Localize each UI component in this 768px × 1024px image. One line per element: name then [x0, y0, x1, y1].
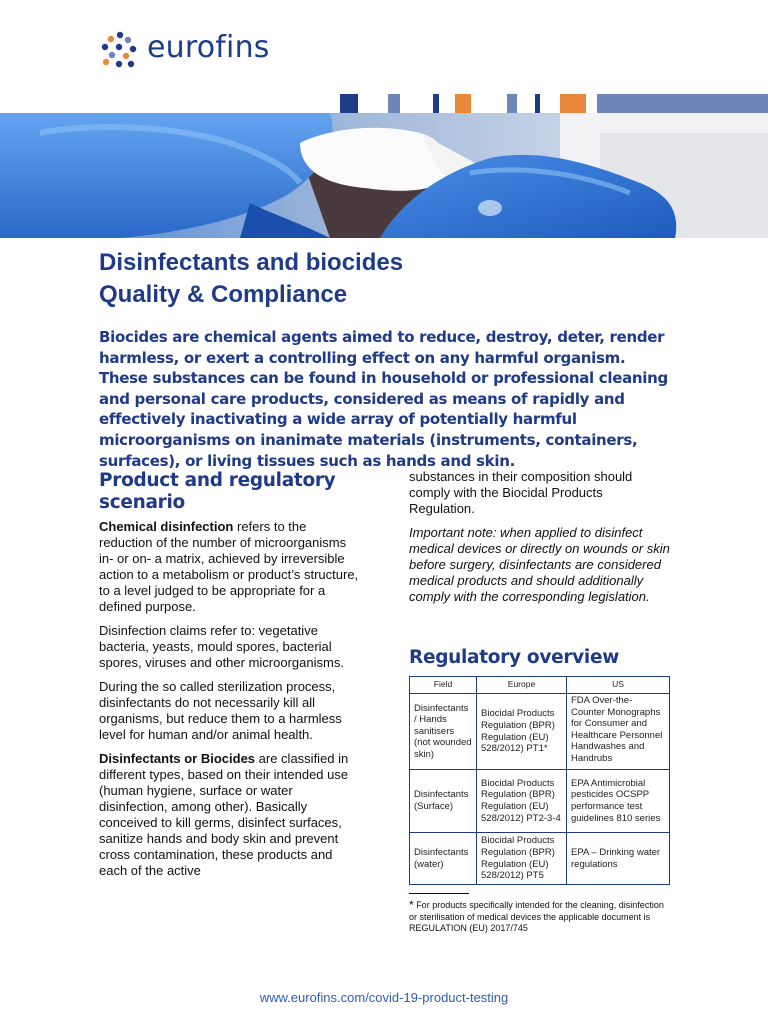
logo-wordmark: eurofins — [147, 30, 270, 65]
regulatory-overview-table — [409, 676, 670, 885]
table-cell: EPA – Drinking water regulations — [567, 833, 670, 885]
page-title — [99, 247, 403, 311]
left-column-text — [99, 519, 361, 887]
paragraph-sterilization: During the so called sterilization process, disinfectants do not necessarily kill all organisms, but reduce them to a harmless level for human and/or animal health. — [99, 679, 342, 742]
table-cell: EPA Antimicrobial pesticides OCSPP performance test guidelines 810 series — [567, 770, 670, 833]
intro-paragraph: Biocides are chemical agents aimed to reduce, destroy, deter, render harmless, or exert a controlling effect on any harmful organism. These substances can be found in household or professional cleaning and personal care products, considered as means of rapidly and effectively inactivating a wide array of potentially harmful microorganisms on inanimate materials (instruments, containers, surfaces), or living tissues such as hands and skin. — [99, 328, 668, 470]
paragraph-text: are classified in different types, based on their intended use (human hygiene, surface or water disinfection, among other). Basically conceived to kill germs, disinfect surfaces, sanitize hands and body skin and prevent cross contamination, these products and each of the active — [99, 751, 349, 878]
table-header-cell: Europe — [477, 677, 567, 694]
table-cell: Biocidal Products Regulation (BPR) Regulation (EU) 528/2012) PT1* — [477, 694, 567, 770]
term-disinfectants-biocides: Disinfectants or Biocides — [99, 751, 256, 766]
paragraph-disinfection-claims: Disinfection claims refer to: vegetative bacteria, yeasts, mould spores, bacterial spores, viruses and other microorganisms. — [99, 623, 344, 670]
footnote-divider — [409, 893, 469, 894]
table-header-cell: US — [567, 677, 670, 694]
table-header-row — [410, 677, 670, 694]
paragraph-text: refers to the reduction of the number of microorganisms in- or on- a matrix, achieved by irreversible action to a metabolism or product’s structure, to a level judged to be appropriate for a defined purpose. — [99, 519, 359, 614]
title-line-1: Disinfectants and biocides — [99, 249, 404, 276]
section-heading-line-1: Product and regulatory — [99, 470, 336, 491]
important-note — [409, 525, 671, 605]
decorative-color-bars — [0, 94, 768, 114]
footnote-marker: * — [409, 898, 414, 912]
paragraph-disinfectants-biocides — [99, 751, 361, 879]
table-cell: Biocidal Products Regulation (BPR) Regulation (EU) 528/2012) PT2-3-4 — [477, 770, 567, 833]
table-cell: Disinfectants / Hands sanitisers (not wounded skin) — [410, 694, 477, 770]
table-row — [410, 694, 670, 770]
footnote — [409, 900, 669, 935]
important-note-text: Important note: when applied to disinfect medical devices or directly on wounds or skin before surgery, disinfectants are considered medical products and should additionally comply with the corresponding legislation. — [409, 525, 670, 604]
eurofins-logo — [100, 30, 270, 70]
footer-url-link[interactable]: www.eurofins.com/covid-19-product-testing — [259, 990, 509, 1005]
table-header-cell: Field — [410, 677, 477, 694]
table-cell: Disinfectants (water) — [410, 833, 477, 885]
table-cell: Biocidal Products Regulation (BPR) Regulation (EU) 528/2012) PT5 — [477, 833, 567, 885]
paragraph-continuation: substances in their composition should comply with the Biocidal Products Regulation. — [409, 469, 633, 516]
paragraph-chemical-disinfection — [99, 519, 361, 615]
term-chemical-disinfection: Chemical disinfection — [99, 519, 234, 534]
table-cell: Disinfectants (Surface) — [410, 770, 477, 833]
hero-image-gloved-hands — [0, 113, 768, 238]
section-heading-line-2: scenario — [99, 492, 185, 513]
footnote-text: For products specifically intended for the cleaning, disinfection or sterilisation of medical devices the applicable document is REGULATION (EU) 2017/745 — [409, 900, 664, 933]
section-heading-product-regulatory — [99, 470, 335, 514]
title-line-2: Quality & Compliance — [99, 281, 348, 308]
table-row — [410, 770, 670, 833]
right-column-text — [409, 469, 671, 613]
table-cell: FDA Over-the-Counter Monographs for Consumer and Healthcare Personnel Handwashes and Handrubs — [567, 694, 670, 770]
table-row — [410, 833, 670, 885]
section-heading-regulatory-overview: Regulatory overview — [409, 647, 619, 668]
eurofins-dots-icon — [100, 30, 140, 70]
